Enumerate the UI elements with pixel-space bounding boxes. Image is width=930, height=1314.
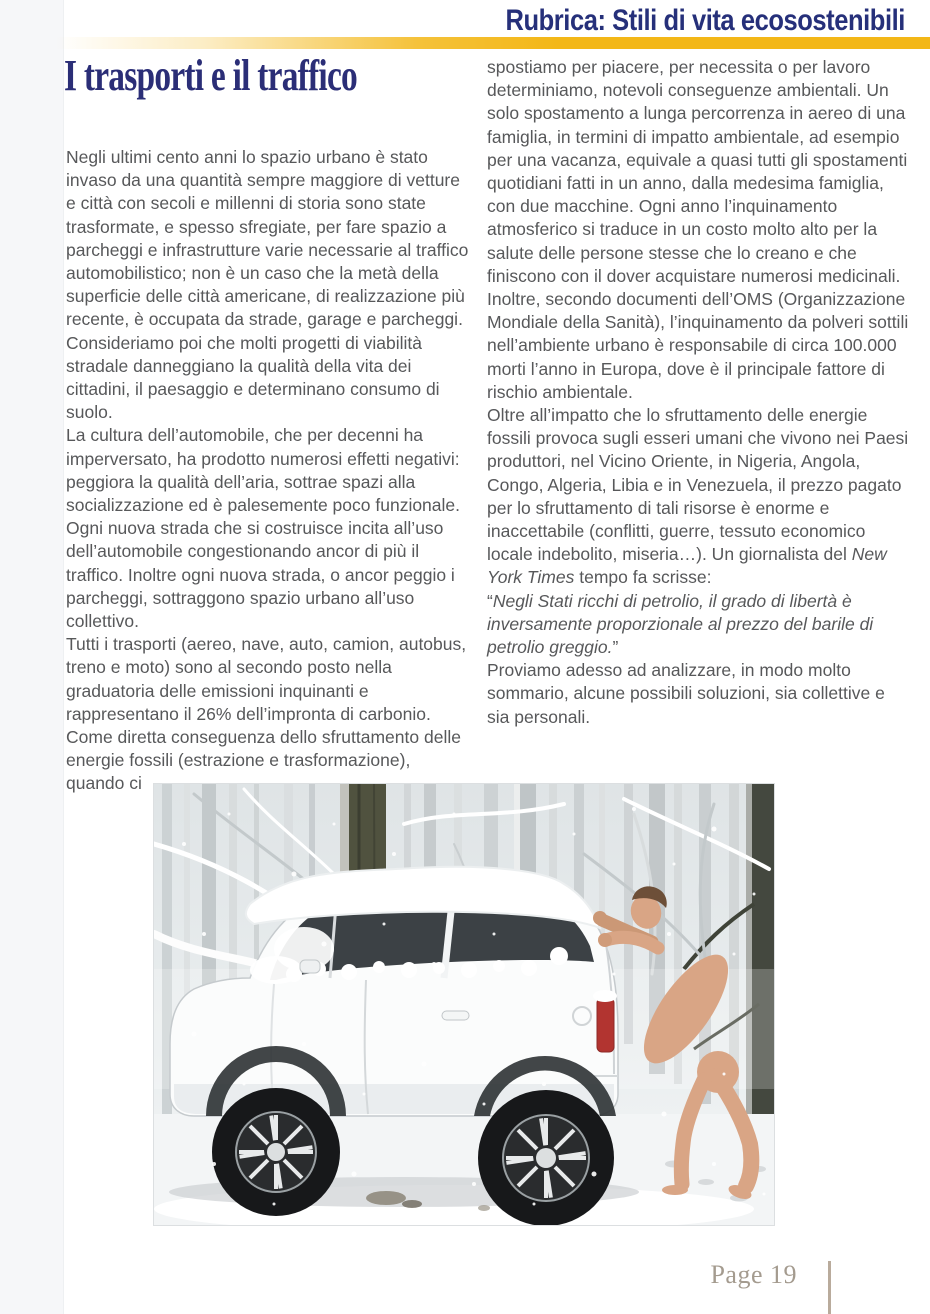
header-accent-bar xyxy=(0,37,930,49)
paragraph: Proviamo adesso ad analizzare, in modo molto sommario, alcune possibili soluzioni, sia collettive e sia personali. xyxy=(487,660,885,727)
paragraph: Tutti i trasporti (aereo, nave, auto, camion, autobus, treno e moto) sono al secondo posto nella graduatoria delle emissioni inquinanti e rappresentano il 26% dell’impronta di carbonio. Come diretta conseguenza dello sfruttamento delle energie fossili (estrazione e trasformazione), quando ci xyxy=(66,634,467,794)
rubric-header: Rubrica: Stili di vita ecosostenibili xyxy=(505,4,905,37)
footer-divider xyxy=(828,1261,831,1314)
page-margin-strip xyxy=(0,0,64,1314)
car-snow-photo xyxy=(153,783,775,1226)
paragraph: Negli ultimi cento anni lo spazio urbano è stato invaso da una quantità sempre maggiore di vetture e città con secoli e millenni di storia sono state trasformate, e spesso sfregiate, per fare spazio a parcheggi e infrastrutture varie necessarie al traffico automobilistico; non è un caso che la metà della superficie delle città americane, di realizzazione più recente, è occupata da strade, garage e parcheggi. Consideriamo poi che molti progetti di viabilità stradale danneggiano la qualità della vita dei cittadini, il paesaggio e determinano consumo di suolo. xyxy=(66,147,469,423)
left-column xyxy=(66,146,470,796)
page-number: Page 19 xyxy=(710,1260,797,1289)
paragraph: spostiamo per piacere, per necessita o per lavoro determiniamo, notevoli conseguenze ambientali. Un solo spostamento a lunga percorrenza in aereo di una famiglia, in termini di impatto ambientale, ad esempio per una vacanza, equivale a quasi tutti gli spostamenti quotidiani fatti in un anno, dalla medesima famiglia, con due macchine. Ogni anno l’inquinamento atmosferico si traduce in un costo molto alto per la salute delle persone stesse che lo creano e che finiscono con il dover acquistare numerosi medicinali. Inoltre, secondo documenti dell’OMS (Organizzazione Mondiale della Sanità), l’inquinamento da polveri sottili nell’ambiente urbano è responsabile di circa 100.000 morti l’anno in Europa, dove è il principale fattore di rischio ambientale. xyxy=(487,57,909,402)
paragraph: La cultura dell’automobile, che per decenni ha imperversato, ha prodotto numerosi effetti negativi: peggiora la qualità dell’aria, sottrae spazi alla socializzazione ed è palesemente poco funzionale. Ogni nuova strada che si costruisce incita all’uso dell’automobile congestionando ancor di più il traffico. Inoltre ogni nuova strada, o ancor peggio i parcheggi, sottraggono spazio urbano all’uso collettivo. xyxy=(66,425,461,632)
rear-wheel xyxy=(478,1090,614,1225)
quote-paragraph: “Negli Stati ricchi di petrolio, il grado di libertà è inversamente proporzionale al prezzo del barile di petrolio greggio.” xyxy=(487,590,874,658)
front-wheel xyxy=(212,1088,340,1216)
car-snow-illustration xyxy=(154,784,774,1225)
article-title: I trasporti e il traffico xyxy=(64,51,358,100)
right-column xyxy=(487,56,909,729)
paragraph: Oltre all’impatto che lo sfruttamento delle energie fossili provoca sugli esseri umani che vivono nei Paesi produttori, nel Vicino Oriente, in Nigeria, Angola, Congo, Algeria, Libia e in Venezuela, il prezzo pagato per lo sfruttamento di tali risorse è enorme e inaccettabile (conflitti, guerre, tessuto economico locale indebolito, miseria…). Un giornalista del New York Times tempo fa scrisse: xyxy=(487,405,909,588)
